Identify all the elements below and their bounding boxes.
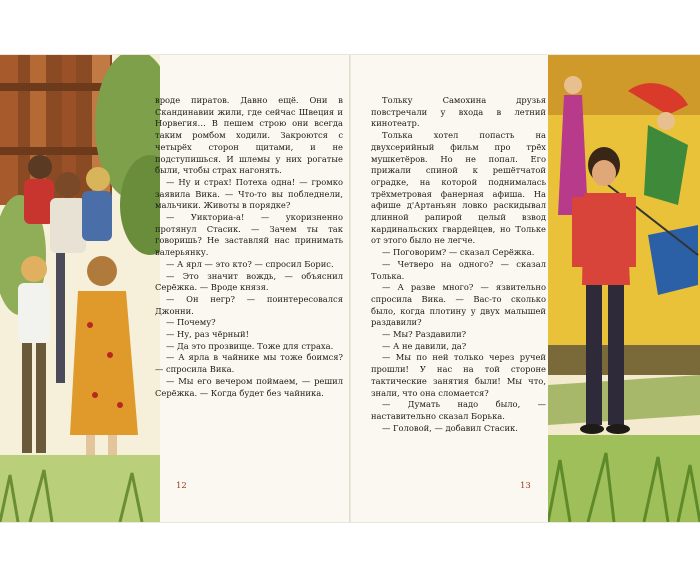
page-number-left: 12 — [176, 481, 187, 491]
left-paragraph-2: — Ну и страх! Потеха одна! — громко заявила Вика. — Что-то вы побледнели, мальчики. Животы в порядке? — [155, 176, 343, 211]
left-paragraph-8: — Ну, раз чёрный! — [166, 329, 249, 340]
right-page-text — [371, 95, 546, 434]
right-paragraph-1: Тольку Самохина друзья повстречали у входа в летний кинотеатр. — [371, 95, 546, 129]
book-gutter — [349, 55, 351, 522]
left-paragraph-10: — А ярла в чайнике мы тоже боимся? — спросила Вика. — [155, 352, 343, 375]
right-paragraph-6: — Мы? Раздавили? — [382, 329, 467, 340]
book-spread — [0, 55, 700, 522]
left-paragraph-9: — Да это прозвище. Тоже для страха. — [166, 340, 334, 351]
right-paragraph-7: — А не давили, да? — [382, 340, 467, 351]
left-paragraph-5: — Это значит вождь, — объяснил Серёжка. — Вроде князя. — [155, 270, 343, 293]
right-paragraph-9: — Думать надо было, — наставительно сказал Борька. — [371, 399, 546, 421]
right-paragraph-2: Толька хотел попасть на двухсерийный фильм про трёх мушкетёров. Но не попал. Его прижали спиной к решётчатой оградке, на которой поднималась трёхметровая фанерная афиша. На афише д'Артаньян ловко раскидывал длинной рапирой целый взвод кардинальских гвардейцев, но Тольке от этого было не легче. — [371, 130, 546, 246]
left-paragraph-1: вроде пиратов. Давно ещё. Они в Скандинавии жили, где сейчас Швеция и Норвегия… В пешем строю они всегда таким ромбом ходили. Закроются с четырёх сторон щитами, и не подступишься. И шлемы у них рогатые были, чтобы страх нагонять. — [155, 95, 343, 176]
right-paragraph-3: — Поговорим? — сказал Серёжка. — [382, 247, 535, 258]
left-paragraph-11: — Мы его вечером поймаем, — решил Серёжка. — Когда будет без чайника. — [155, 375, 343, 398]
left-paragraph-7: — Почему? — [166, 317, 216, 328]
left-page-text — [155, 95, 343, 399]
page-number-right: 13 — [520, 481, 531, 491]
left-illustration — [0, 55, 160, 522]
right-illustration — [548, 55, 700, 522]
left-paragraph-4: — А ярл — это кто? — спросил Борис. — [166, 258, 334, 269]
left-paragraph-6: — Он негр? — поинтересовался Джонни. — [155, 293, 343, 316]
right-paragraph-5: — А разве много? — язвительно спросила Вика. — Вас-то сколько было, когда плотину у двух малышей раздавили? — [371, 282, 546, 328]
right-paragraph-10: — Головой, — добавил Стасик. — [382, 422, 518, 433]
right-paragraph-8: — Мы по ней только через ручей прошли! У нас на той стороне тактические занятия были! Мы что, знали, что она сломается? — [371, 352, 546, 398]
left-paragraph-3: — Уикториа-а! — укоризненно протянул Стасик. — Зачем ты так говоришь? Не заставляй нас принимать валерьянку. — [155, 212, 343, 258]
right-paragraph-4: — Четверо на одного? — сказал Толька. — [371, 258, 546, 281]
